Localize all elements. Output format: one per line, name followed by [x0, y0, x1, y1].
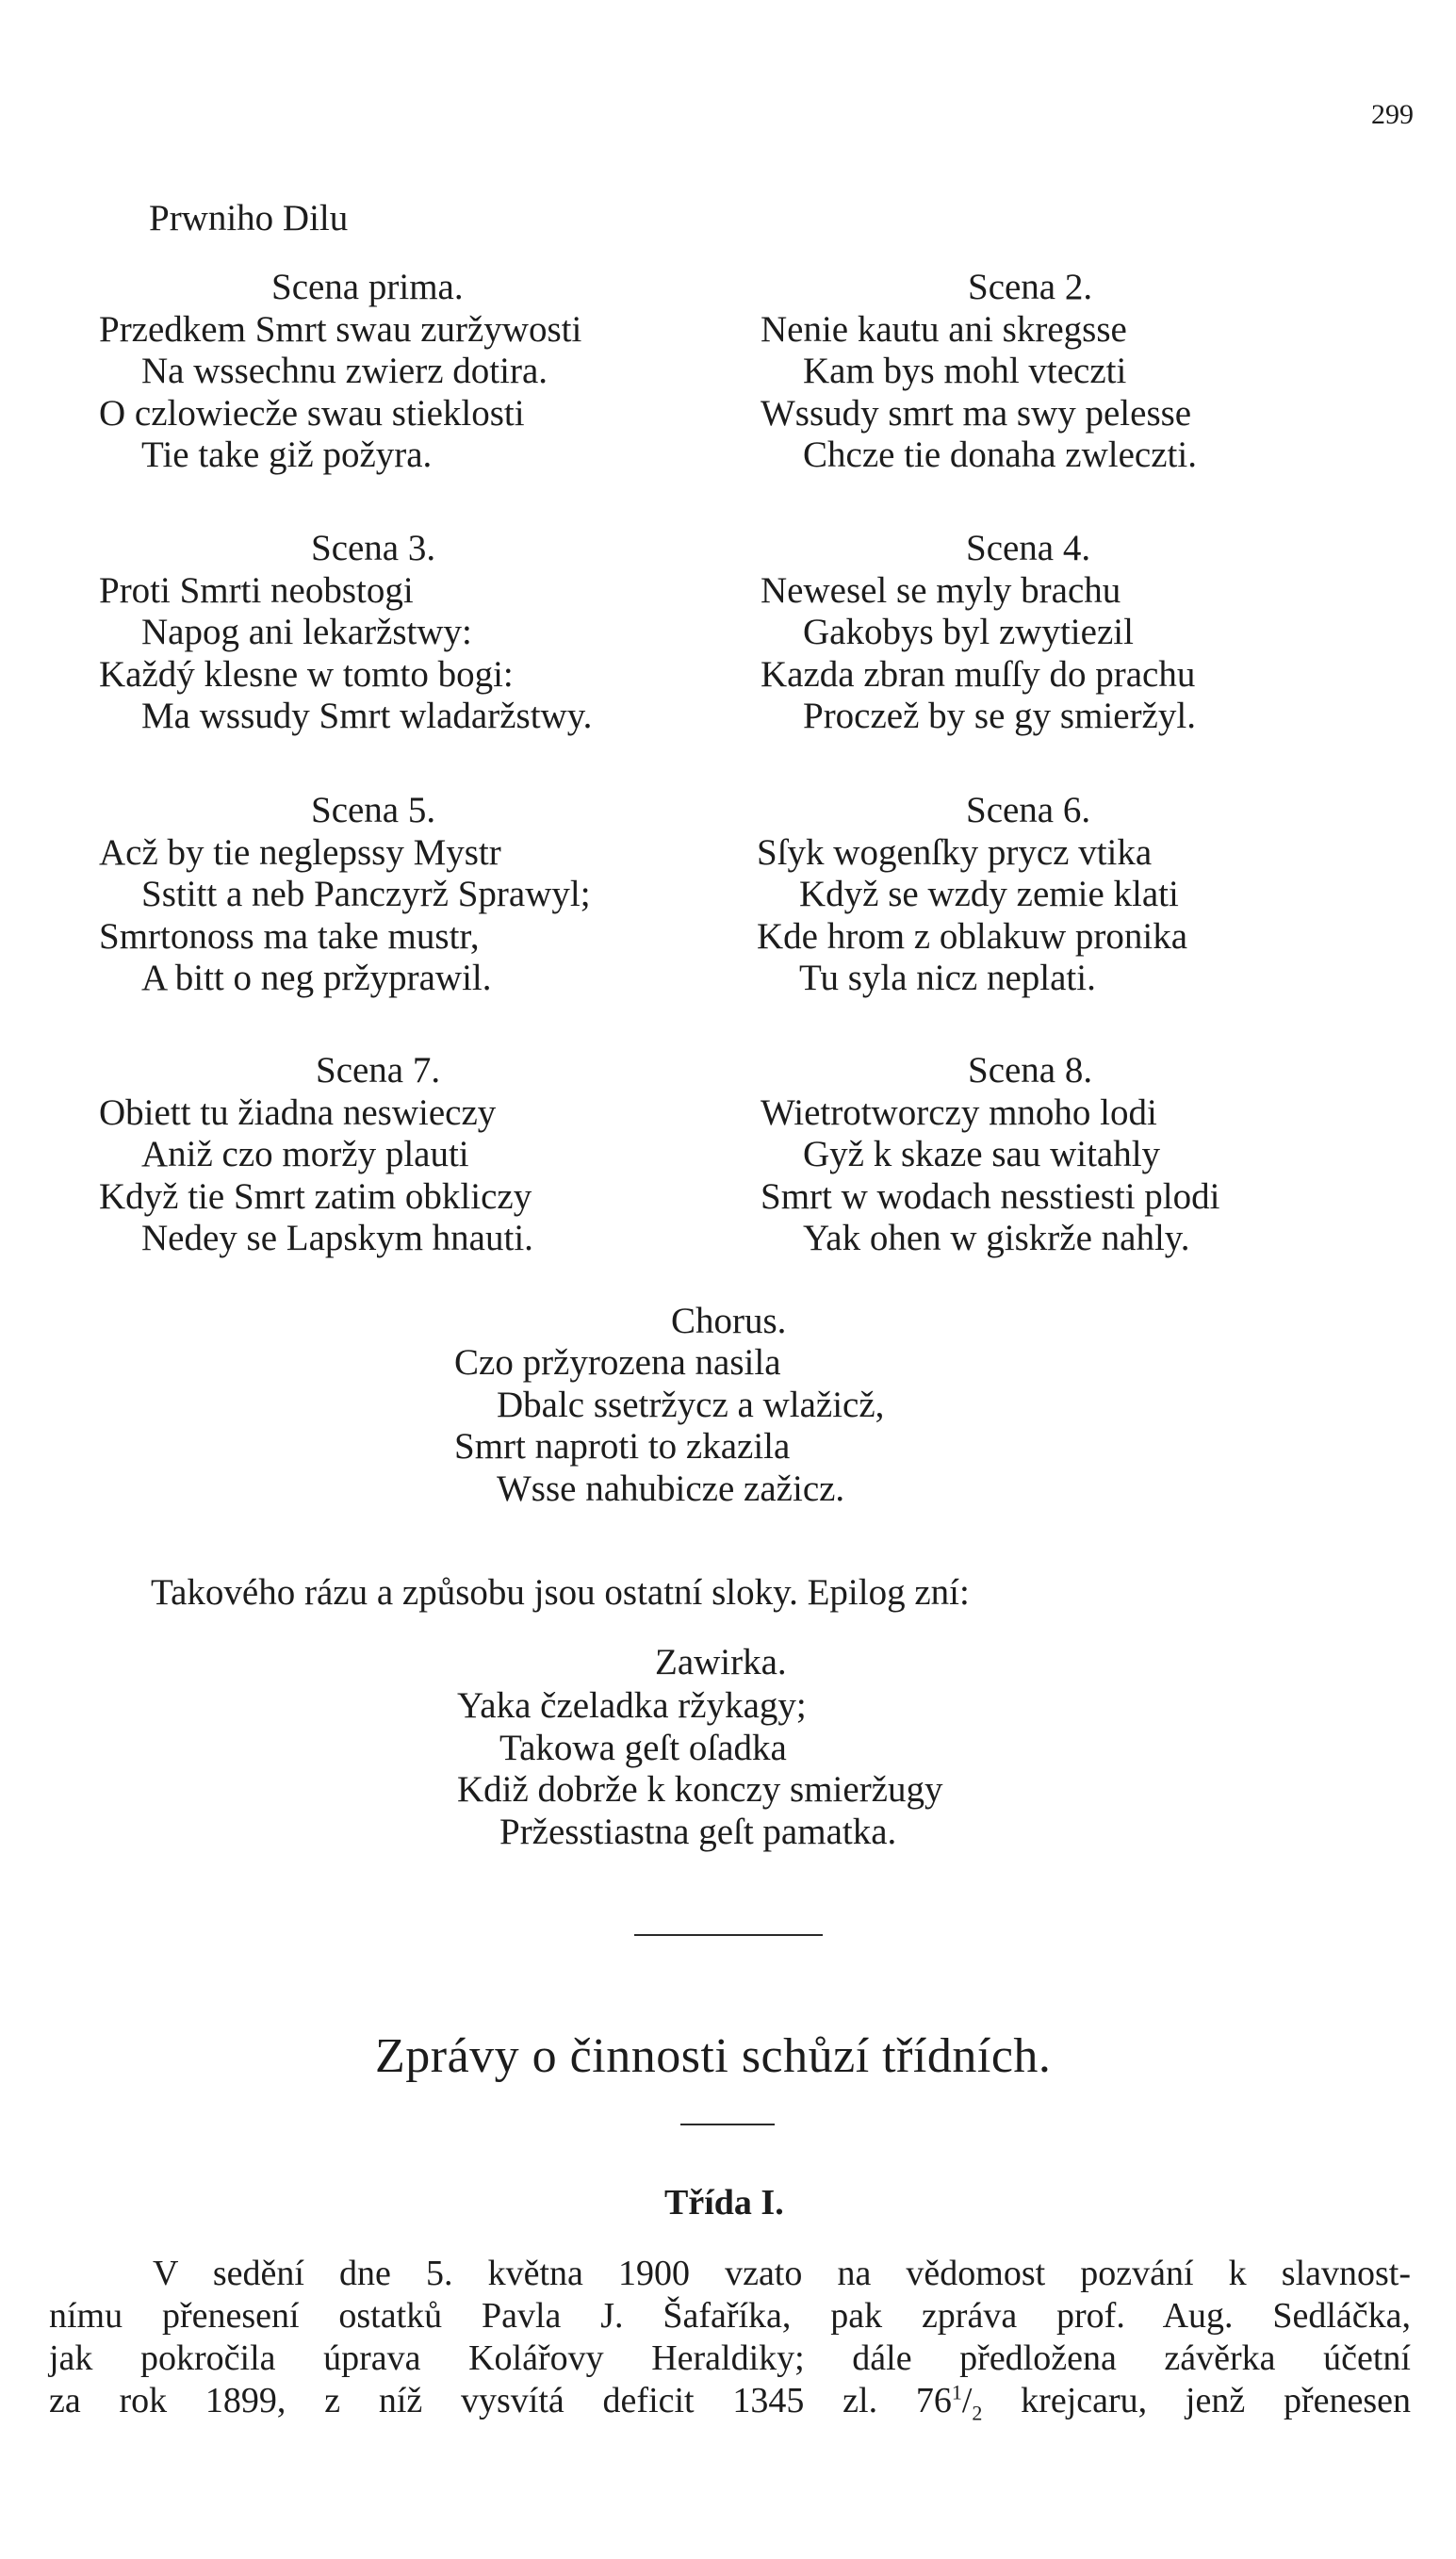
verse-line: Když se wzdy zemie klati — [799, 874, 1179, 914]
verse-line: Kdiž dobrže k konczy smieržugy — [457, 1769, 943, 1810]
verse-line: Tie take giž požyra. — [141, 435, 433, 475]
verse-line: Czo pržyrozena nasila — [454, 1342, 781, 1383]
verse-line: Dbalc ssetržycz a wlažicž, — [497, 1384, 885, 1425]
verse-line: Ma wssudy Smrt wladaržstwy. — [141, 696, 593, 736]
scene-title: Scena 2. — [968, 267, 1093, 307]
verse-line: Sstitt a neb Panczyrž Sprawyl; — [141, 874, 591, 914]
part-heading: Prwniho Dilu — [149, 198, 349, 238]
paragraph-text: krejcaru, jenž přenesen — [982, 2381, 1412, 2420]
scene-block — [99, 1050, 533, 1260]
paragraph-text: za rok 1899, z níž vysvítá deficit 1345 zl. 76 — [49, 2381, 952, 2420]
verse-line: Smrt naproti to zkazila — [454, 1426, 791, 1467]
chorus-title: Chorus. — [671, 1301, 787, 1341]
verse-line: Wssudy smrt ma swy pelesse — [761, 392, 1192, 434]
scene-title: Scena 4. — [966, 528, 1091, 568]
scene-block — [761, 528, 1196, 738]
verse-line: Kam bys mohl vteczti — [803, 351, 1127, 391]
scene-title: Scena 8. — [968, 1050, 1093, 1091]
section-title: Zprávy o činnosti schůzí třídních. — [375, 2029, 1052, 2083]
verse-line: Když tie Smrt zatim obkliczy — [99, 1175, 532, 1217]
scene-block — [761, 1050, 1219, 1260]
verse-line: Przedkem Smrt swau zuržywosti — [99, 308, 582, 350]
verse-line: Acž by tie neglepssy Mystr — [99, 831, 501, 873]
divider-rule — [680, 2124, 775, 2125]
verse-line: Na wssechnu zwierz dotira. — [141, 351, 548, 391]
scene-title: Scena 5. — [311, 790, 436, 830]
divider-rule — [634, 1934, 823, 1936]
fraction-denominator: 2 — [972, 2401, 983, 2425]
verse-line: Kazda zbran muſſy do prachu — [761, 653, 1196, 695]
epilog-title: Zawirka. — [655, 1642, 787, 1682]
fraction-numerator: 1 — [951, 2380, 962, 2404]
verse-line: Tu syla nicz neplati. — [799, 958, 1096, 998]
paragraph-line-last: za rok 1899, z níž vysvítá deficit 1345 zl. $76^1/_2$ krejcaru, jenž přenesen — [49, 2380, 1412, 2425]
scene-block — [757, 790, 1187, 1000]
verse-line: Každý klesne w tomto bogi: — [99, 653, 514, 695]
verse-line: Nenie kautu ani skregsse — [761, 308, 1127, 350]
transition-text: Takového rázu a způsobu jsou ostatní sloky. Epilog zní: — [151, 1572, 970, 1613]
page-number: 299 — [1371, 99, 1414, 130]
verse-line: Proti Smrti neobstogi — [99, 569, 414, 611]
verse-line: Smrt w wodach nesstiesti plodi — [761, 1175, 1220, 1217]
verse-line: Newesel se myly brachu — [761, 569, 1121, 611]
verse-line: Chcze tie donaha zwleczti. — [803, 435, 1197, 475]
verse-line: Proczež by se gy smieržyl. — [803, 696, 1196, 736]
verse-line: Wsse nahubicze zažicz. — [497, 1468, 845, 1509]
scene-block — [761, 267, 1197, 477]
verse-line: Smrtonoss ma take mustr, — [99, 915, 480, 957]
report-paragraph — [49, 2253, 1412, 2425]
verse-line: Obiett tu žiadna neswieczy — [99, 1091, 497, 1133]
class-heading: Třída I. — [664, 2183, 784, 2223]
scene-title: Scena prima. — [271, 267, 464, 307]
chorus-block — [454, 1342, 884, 1510]
scene-block — [99, 790, 591, 1000]
scene-block — [99, 267, 581, 477]
scene-title: Scena 3. — [311, 528, 436, 568]
verse-line: Gyž k skaze sau witahly — [803, 1134, 1161, 1174]
verse-line: Wietrotworczy mnoho lodi — [761, 1091, 1157, 1133]
verse-line: Takowa geſt oſadka — [499, 1727, 787, 1768]
scene-block — [99, 528, 592, 738]
verse-line: O czlowiecže swau stieklosti — [99, 392, 525, 434]
verse-line: Gakobys byl zwytiezil — [803, 612, 1134, 652]
verse-line: Pržesstiastna geſt pamatka. — [499, 1811, 897, 1852]
scene-title: Scena 6. — [966, 790, 1091, 830]
verse-line: Yak ohen w giskrže nahly. — [803, 1218, 1190, 1258]
epilog-block — [457, 1685, 943, 1853]
paragraph-line: jak pokročila úprava Kolářovy Heraldiky; dále předložena závěrka účetní — [49, 2338, 1411, 2378]
verse-line: A bitt o neg pržyprawil. — [141, 958, 492, 998]
scene-title: Scena 7. — [316, 1050, 441, 1091]
verse-line: Yaka čzeladka ržykagy; — [457, 1685, 807, 1726]
verse-line: Kde hrom z oblakuw pronika — [757, 915, 1188, 957]
verse-line: Nedey se Lapskym hnauti. — [141, 1218, 533, 1258]
paragraph-line: V sedění dne 5. května 1900 vzato na vědomost pozvání k slavnost- — [153, 2254, 1411, 2293]
paragraph-line: nímu přenesení ostatků Pavla J. Šafaříka, pak zpráva prof. Aug. Sedláčka, — [49, 2296, 1411, 2336]
verse-line: Aniž czo moržy plauti — [141, 1134, 469, 1174]
verse-line: Sſyk wogenſky prycz vtika — [757, 831, 1153, 873]
verse-line: Napog ani lekaržstwy: — [141, 612, 472, 652]
